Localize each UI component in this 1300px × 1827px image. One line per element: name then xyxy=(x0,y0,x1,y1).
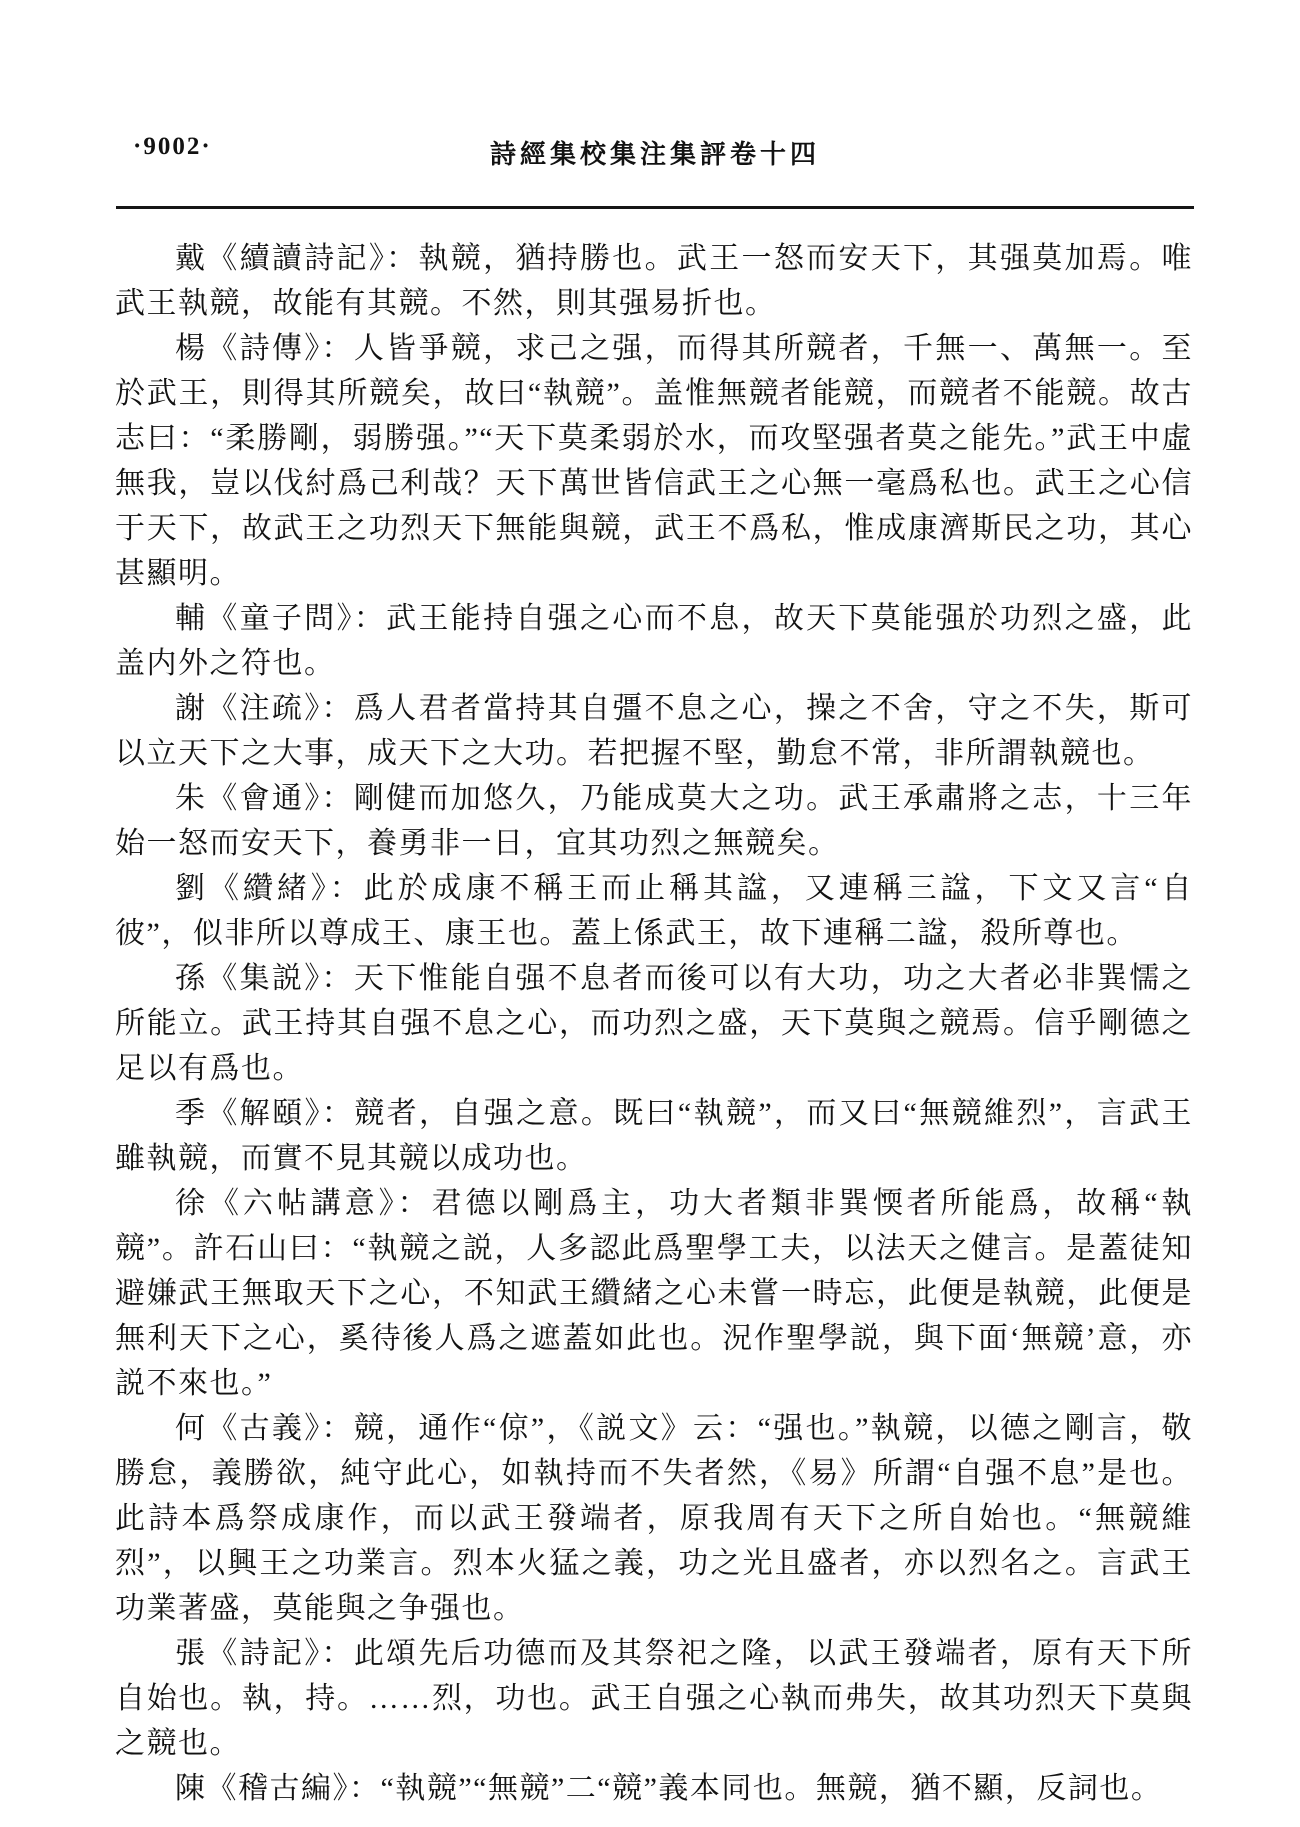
header-divider xyxy=(116,206,1194,209)
page-number: ·9002· xyxy=(133,133,212,160)
volume-title: 詩經集校集注集評卷十四 xyxy=(489,140,820,169)
commentary-paragraph-xie: 謝《注疏》：爲人君者當持其自彊不息之心，操之不舍，守之不失，斯可以立天下之大事，成天下之大功。若把握不堅，勤怠不常，非所謂執競也。 xyxy=(115,692,1193,770)
commentary-paragraph-he: 何《古義》：競，通作“倞”，《説文》云：“强也。”執競，以德之剛言，敬勝怠，義勝欲，純守此心，如執持而不失者然，《易》所謂“自强不息”是也。此詩本爲祭成康作，而以武王發端者，原我周有天下之所自始也。“無競維烈”，以興王之功業言。烈本火猛之義，功之光且盛者，亦以烈名之。言武王功業著盛，莫能與之争强也。 xyxy=(115,1412,1193,1625)
commentary-paragraph-yang: 楊《詩傳》：人皆爭競，求己之强，而得其所競者，千無一、萬無一。至於武王，則得其所競矣，故曰“執競”。盖惟無競者能競，而競者不能競。故古志曰：“柔勝剛，弱勝强。”“天下莫柔弱於水，而攻堅强者莫之能先。”武王中虛無我，豈以伐紂爲己利哉？天下萬世皆信武王之心無一毫爲私也。武王之心信于天下，故武王之功烈天下無能與競，武王不爲私，惟成康濟斯民之功，其心甚顯明。 xyxy=(115,332,1193,590)
commentary-paragraph-zhu: 朱《會通》：剛健而加悠久，乃能成莫大之功。武王承肅將之志，十三年始一怒而安天下，養勇非一日，宜其功烈之無競矣。 xyxy=(115,782,1193,860)
commentary-text-block xyxy=(115,236,1193,1811)
commentary-paragraph-ji: 季《解頤》：競者，自强之意。既曰“執競”，而又曰“無競維烈”，言武王雖執競，而實不見其競以成功也。 xyxy=(115,1097,1193,1175)
commentary-paragraph-xu: 徐《六帖講意》：君德以剛爲主，功大者類非巽愞者所能爲，故稱“執競”。許石山曰：“執競之説，人多認此爲聖學工夫，以法天之健言。是蓋徒知避嫌武王無取天下之心，不知武王纘緒之心未嘗一時忘，此便是執競，此便是無利天下之心，奚待後人爲之遮蓋如此也。況作聖學説，與下面‘無競’意，亦説不來也。” xyxy=(115,1187,1193,1400)
commentary-paragraph-fu: 輔《童子問》：武王能持自强之心而不息，故天下莫能强於功烈之盛，此盖内外之符也。 xyxy=(115,602,1193,680)
running-header xyxy=(115,128,1195,170)
commentary-paragraph-zhang: 張《詩記》：此頌先后功德而及其祭祀之隆，以武王發端者，原有天下所自始也。執，持。……烈，功也。武王自强之心執而弗失，故其功烈天下莫與之競也。 xyxy=(115,1637,1193,1760)
commentary-paragraph-liu: 劉《纘緒》：此於成康不稱王而止稱其諡，又連稱三諡，下文又言“自彼”，似非所以尊成王、康王也。蓋上係武王，故下連稱二諡，殺所尊也。 xyxy=(115,872,1193,950)
commentary-paragraph-sun: 孫《集説》：天下惟能自强不息者而後可以有大功，功之大者必非巽懦之所能立。武王持其自强不息之心，而功烈之盛，天下莫與之競焉。信乎剛德之足以有爲也。 xyxy=(115,962,1193,1085)
commentary-paragraph-dai: 戴《續讀詩記》：執競，猶持勝也。武王一怒而安天下，其强莫加焉。唯武王執競，故能有其競。不然，則其强易折也。 xyxy=(115,242,1193,320)
commentary-paragraph-chen: 陳《稽古編》：“執競”“無競”二“競”義本同也。無競，猶不顯，反詞也。 xyxy=(175,1772,1163,1805)
